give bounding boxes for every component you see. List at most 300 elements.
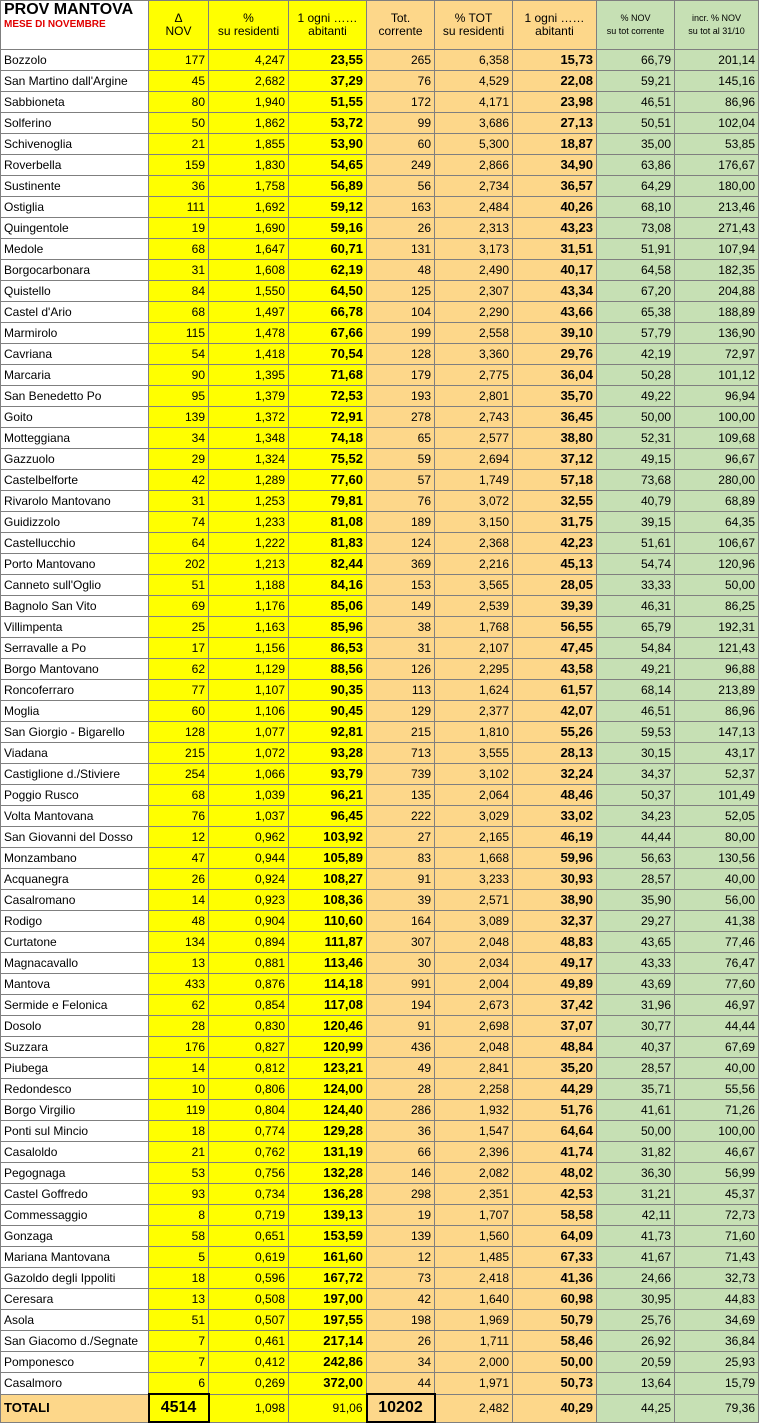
cell-one-every: 108,36: [289, 890, 367, 911]
cell-one-every-tot: 58,58: [513, 1205, 597, 1226]
cell-municipality: Borgo Mantovano: [1, 659, 149, 680]
cell-pct-residents: 1,066: [209, 764, 289, 785]
cell-one-every: 93,28: [289, 743, 367, 764]
cell-one-every-tot: 49,89: [513, 974, 597, 995]
cell-delta-nov: 215: [149, 743, 209, 764]
cell-pct-residents: 0,806: [209, 1079, 289, 1100]
cell-pct-residents: 0,904: [209, 911, 289, 932]
table-row: [1, 1205, 759, 1226]
cell-pct-residents: 1,324: [209, 449, 289, 470]
cell-total-current: 146: [367, 1163, 435, 1184]
cell-total-current: 189: [367, 512, 435, 533]
cell-pct-nov: 13,64: [597, 1373, 675, 1395]
cell-total-current: 126: [367, 659, 435, 680]
totals-pct-nov: 44,25: [597, 1394, 675, 1422]
cell-municipality: Medole: [1, 239, 149, 260]
cell-total-current: 436: [367, 1037, 435, 1058]
cell-total-current: 307: [367, 932, 435, 953]
col-header-delta-nov: Δ NOV: [149, 1, 209, 50]
cell-one-every: 111,87: [289, 932, 367, 953]
cell-total-current: 36: [367, 1121, 435, 1142]
cell-municipality: Rodigo: [1, 911, 149, 932]
cell-one-every-tot: 40,26: [513, 197, 597, 218]
table-title-cell: [1, 1, 149, 50]
cell-pct-nov: 46,51: [597, 92, 675, 113]
cell-total-current: 128: [367, 344, 435, 365]
cell-delta-nov: 31: [149, 491, 209, 512]
cell-pct-tot-residents: 1,969: [435, 1310, 513, 1331]
cell-municipality: San Giorgio - Bigarello: [1, 722, 149, 743]
cell-total-current: 215: [367, 722, 435, 743]
cell-municipality: Bozzolo: [1, 50, 149, 71]
cell-delta-nov: 17: [149, 638, 209, 659]
cell-pct-residents: 1,289: [209, 470, 289, 491]
cell-pct-residents: 1,855: [209, 134, 289, 155]
cell-pct-nov: 34,23: [597, 806, 675, 827]
cell-one-every: 86,53: [289, 638, 367, 659]
cell-pct-nov: 29,27: [597, 911, 675, 932]
cell-total-current: 713: [367, 743, 435, 764]
cell-delta-nov: 54: [149, 344, 209, 365]
cell-municipality: Sustinente: [1, 176, 149, 197]
cell-municipality: Moglia: [1, 701, 149, 722]
cell-pct-tot-residents: 2,107: [435, 638, 513, 659]
cell-delta-nov: 77: [149, 680, 209, 701]
table-row: [1, 1226, 759, 1247]
cell-pct-nov: 43,69: [597, 974, 675, 995]
table-subtitle: MESE DI NOVEMBRE: [4, 19, 106, 30]
cell-one-every-tot: 51,76: [513, 1100, 597, 1121]
cell-total-current: 298: [367, 1184, 435, 1205]
cell-one-every: 120,46: [289, 1016, 367, 1037]
table-row: [1, 491, 759, 512]
totals-row: [1, 1394, 759, 1422]
cell-one-every-tot: 42,23: [513, 533, 597, 554]
cell-incr-pct-nov: 120,96: [675, 554, 759, 575]
col-header-incr-pct-nov: incr. % NOV su tot al 31/10: [675, 1, 759, 50]
cell-incr-pct-nov: 43,17: [675, 743, 759, 764]
cell-total-current: 164: [367, 911, 435, 932]
cell-pct-tot-residents: 4,529: [435, 71, 513, 92]
cell-one-every: 161,60: [289, 1247, 367, 1268]
cell-delta-nov: 254: [149, 764, 209, 785]
header-row: [1, 1, 759, 50]
cell-pct-residents: 1,497: [209, 302, 289, 323]
cell-one-every: 105,89: [289, 848, 367, 869]
cell-one-every-tot: 43,58: [513, 659, 597, 680]
cell-pct-residents: 1,647: [209, 239, 289, 260]
cell-pct-tot-residents: 2,539: [435, 596, 513, 617]
totals-total-current: 10202: [367, 1394, 435, 1422]
cell-one-every-tot: 32,24: [513, 764, 597, 785]
cell-municipality: Acquanegra: [1, 869, 149, 890]
cell-one-every-tot: 48,84: [513, 1037, 597, 1058]
cell-delta-nov: 29: [149, 449, 209, 470]
cell-pct-residents: 1,692: [209, 197, 289, 218]
cell-municipality: Castelbelforte: [1, 470, 149, 491]
cell-pct-nov: 68,14: [597, 680, 675, 701]
cell-pct-tot-residents: 3,089: [435, 911, 513, 932]
cell-delta-nov: 10: [149, 1079, 209, 1100]
cell-total-current: 65: [367, 428, 435, 449]
cell-pct-residents: 0,924: [209, 869, 289, 890]
cell-municipality: Mariana Mantovana: [1, 1247, 149, 1268]
cell-incr-pct-nov: 96,67: [675, 449, 759, 470]
cell-total-current: 91: [367, 869, 435, 890]
cell-pct-nov: 41,67: [597, 1247, 675, 1268]
cell-one-every-tot: 31,75: [513, 512, 597, 533]
cell-delta-nov: 21: [149, 1142, 209, 1163]
cell-incr-pct-nov: 86,96: [675, 92, 759, 113]
cell-pct-tot-residents: 2,048: [435, 1037, 513, 1058]
cell-incr-pct-nov: 72,73: [675, 1205, 759, 1226]
table-row: [1, 575, 759, 596]
cell-total-current: 26: [367, 218, 435, 239]
table-row: [1, 1142, 759, 1163]
table-row: [1, 1121, 759, 1142]
cell-pct-tot-residents: 3,233: [435, 869, 513, 890]
table-row: [1, 281, 759, 302]
cell-incr-pct-nov: 130,56: [675, 848, 759, 869]
cell-one-every-tot: 67,33: [513, 1247, 597, 1268]
cell-pct-tot-residents: 2,258: [435, 1079, 513, 1100]
cell-one-every-tot: 64,09: [513, 1226, 597, 1247]
cell-one-every: 77,60: [289, 470, 367, 491]
table-row: [1, 1247, 759, 1268]
cell-one-every: 90,35: [289, 680, 367, 701]
cell-pct-tot-residents: 2,165: [435, 827, 513, 848]
cell-delta-nov: 68: [149, 239, 209, 260]
cell-pct-residents: 0,804: [209, 1100, 289, 1121]
cell-total-current: 278: [367, 407, 435, 428]
cell-pct-residents: 1,550: [209, 281, 289, 302]
cell-pct-nov: 59,21: [597, 71, 675, 92]
cell-delta-nov: 7: [149, 1331, 209, 1352]
cell-pct-tot-residents: 4,171: [435, 92, 513, 113]
cell-total-current: 42: [367, 1289, 435, 1310]
cell-total-current: 12: [367, 1247, 435, 1268]
cell-pct-nov: 26,92: [597, 1331, 675, 1352]
cell-one-every: 53,90: [289, 134, 367, 155]
cell-municipality: Roncoferraro: [1, 680, 149, 701]
table-row: [1, 344, 759, 365]
cell-delta-nov: 58: [149, 1226, 209, 1247]
cell-total-current: 66: [367, 1142, 435, 1163]
cell-incr-pct-nov: 56,00: [675, 890, 759, 911]
cell-one-every-tot: 18,87: [513, 134, 597, 155]
cell-total-current: 135: [367, 785, 435, 806]
cell-pct-residents: 0,734: [209, 1184, 289, 1205]
cell-pct-tot-residents: 3,173: [435, 239, 513, 260]
cell-pct-nov: 41,73: [597, 1226, 675, 1247]
cell-pct-tot-residents: 1,768: [435, 617, 513, 638]
cell-delta-nov: 42: [149, 470, 209, 491]
cell-pct-tot-residents: 2,307: [435, 281, 513, 302]
cell-one-every: 217,14: [289, 1331, 367, 1352]
cell-pct-residents: 0,944: [209, 848, 289, 869]
cell-pct-tot-residents: 3,565: [435, 575, 513, 596]
cell-one-every-tot: 50,73: [513, 1373, 597, 1395]
cell-one-every: 75,52: [289, 449, 367, 470]
cell-municipality: Gazoldo degli Ippoliti: [1, 1268, 149, 1289]
cell-delta-nov: 19: [149, 218, 209, 239]
cell-pct-nov: 25,76: [597, 1310, 675, 1331]
cell-municipality: Porto Mantovano: [1, 554, 149, 575]
cell-pct-nov: 65,38: [597, 302, 675, 323]
cell-one-every-tot: 43,23: [513, 218, 597, 239]
cell-one-every-tot: 40,17: [513, 260, 597, 281]
cell-incr-pct-nov: 213,89: [675, 680, 759, 701]
cell-delta-nov: 74: [149, 512, 209, 533]
cell-incr-pct-nov: 76,47: [675, 953, 759, 974]
cell-municipality: Casalmoro: [1, 1373, 149, 1395]
cell-pct-tot-residents: 2,048: [435, 932, 513, 953]
cell-pct-residents: 1,072: [209, 743, 289, 764]
cell-incr-pct-nov: 192,31: [675, 617, 759, 638]
cell-incr-pct-nov: 100,00: [675, 1121, 759, 1142]
cell-pct-nov: 50,28: [597, 365, 675, 386]
cell-municipality: Borgo Virgilio: [1, 1100, 149, 1121]
cell-total-current: 131: [367, 239, 435, 260]
cell-pct-residents: 1,758: [209, 176, 289, 197]
cell-incr-pct-nov: 50,00: [675, 575, 759, 596]
cell-one-every-tot: 43,34: [513, 281, 597, 302]
cell-incr-pct-nov: 96,94: [675, 386, 759, 407]
cell-pct-residents: 1,830: [209, 155, 289, 176]
table-row: [1, 617, 759, 638]
cell-pct-nov: 28,57: [597, 869, 675, 890]
cell-incr-pct-nov: 40,00: [675, 869, 759, 890]
cell-one-every-tot: 61,57: [513, 680, 597, 701]
cell-pct-tot-residents: 2,313: [435, 218, 513, 239]
cell-delta-nov: 64: [149, 533, 209, 554]
table-row: [1, 869, 759, 890]
cell-incr-pct-nov: 15,79: [675, 1373, 759, 1395]
cell-pct-nov: 64,29: [597, 176, 675, 197]
table-row: [1, 554, 759, 575]
cell-one-every: 123,21: [289, 1058, 367, 1079]
cell-incr-pct-nov: 34,69: [675, 1310, 759, 1331]
cell-one-every-tot: 45,13: [513, 554, 597, 575]
table-row: [1, 848, 759, 869]
cell-total-current: 222: [367, 806, 435, 827]
cell-one-every: 153,59: [289, 1226, 367, 1247]
cell-pct-residents: 0,762: [209, 1142, 289, 1163]
cell-municipality: Dosolo: [1, 1016, 149, 1037]
cell-delta-nov: 111: [149, 197, 209, 218]
cell-incr-pct-nov: 68,89: [675, 491, 759, 512]
cell-pct-residents: 0,412: [209, 1352, 289, 1373]
cell-one-every-tot: 23,98: [513, 92, 597, 113]
cell-total-current: 83: [367, 848, 435, 869]
cell-incr-pct-nov: 72,97: [675, 344, 759, 365]
cell-pct-tot-residents: 2,484: [435, 197, 513, 218]
cell-delta-nov: 28: [149, 1016, 209, 1037]
cell-one-every-tot: 29,76: [513, 344, 597, 365]
cell-pct-tot-residents: 2,490: [435, 260, 513, 281]
cell-total-current: 31: [367, 638, 435, 659]
cell-one-every-tot: 59,96: [513, 848, 597, 869]
cell-incr-pct-nov: 64,35: [675, 512, 759, 533]
cell-one-every-tot: 22,08: [513, 71, 597, 92]
cell-delta-nov: 21: [149, 134, 209, 155]
cell-pct-nov: 49,22: [597, 386, 675, 407]
cell-pct-tot-residents: 1,711: [435, 1331, 513, 1352]
cell-incr-pct-nov: 188,89: [675, 302, 759, 323]
cell-incr-pct-nov: 106,67: [675, 533, 759, 554]
table-row: [1, 1289, 759, 1310]
cell-incr-pct-nov: 53,85: [675, 134, 759, 155]
cell-one-every: 136,28: [289, 1184, 367, 1205]
cell-one-every: 110,60: [289, 911, 367, 932]
cell-pct-nov: 43,33: [597, 953, 675, 974]
cell-one-every-tot: 28,13: [513, 743, 597, 764]
table-row: [1, 512, 759, 533]
cell-one-every: 103,92: [289, 827, 367, 848]
cell-municipality: Sermide e Felonica: [1, 995, 149, 1016]
cell-incr-pct-nov: 182,35: [675, 260, 759, 281]
cell-one-every-tot: 33,02: [513, 806, 597, 827]
cell-one-every: 70,54: [289, 344, 367, 365]
cell-delta-nov: 5: [149, 1247, 209, 1268]
cell-pct-tot-residents: 3,555: [435, 743, 513, 764]
cell-total-current: 76: [367, 71, 435, 92]
cell-pct-tot-residents: 3,686: [435, 113, 513, 134]
cell-pct-residents: 0,756: [209, 1163, 289, 1184]
cell-one-every: 92,81: [289, 722, 367, 743]
cell-pct-tot-residents: 1,707: [435, 1205, 513, 1226]
cell-total-current: 26: [367, 1331, 435, 1352]
table-row: [1, 659, 759, 680]
cell-delta-nov: 18: [149, 1268, 209, 1289]
cell-total-current: 27: [367, 827, 435, 848]
cell-delta-nov: 93: [149, 1184, 209, 1205]
cell-municipality: Cavriana: [1, 344, 149, 365]
cell-one-every: 59,16: [289, 218, 367, 239]
cell-pct-nov: 24,66: [597, 1268, 675, 1289]
cell-pct-residents: 0,619: [209, 1247, 289, 1268]
cell-pct-nov: 51,91: [597, 239, 675, 260]
cell-one-every: 37,29: [289, 71, 367, 92]
cell-total-current: 125: [367, 281, 435, 302]
cell-delta-nov: 47: [149, 848, 209, 869]
cell-pct-nov: 65,79: [597, 617, 675, 638]
table-row: [1, 302, 759, 323]
cell-municipality: San Giacomo d./Segnate: [1, 1331, 149, 1352]
cell-delta-nov: 80: [149, 92, 209, 113]
cell-pct-tot-residents: 1,560: [435, 1226, 513, 1247]
cell-delta-nov: 13: [149, 953, 209, 974]
cell-municipality: Borgocarbonara: [1, 260, 149, 281]
cell-municipality: Solferino: [1, 113, 149, 134]
cell-incr-pct-nov: 46,97: [675, 995, 759, 1016]
cell-municipality: Redondesco: [1, 1079, 149, 1100]
cell-one-every: 84,16: [289, 575, 367, 596]
cell-pct-nov: 31,21: [597, 1184, 675, 1205]
cell-pct-nov: 51,61: [597, 533, 675, 554]
cell-delta-nov: 177: [149, 50, 209, 71]
cell-municipality: Quistello: [1, 281, 149, 302]
cell-municipality: Castel d'Ario: [1, 302, 149, 323]
cell-pct-nov: 50,51: [597, 113, 675, 134]
col-header-pct-tot-residents: % TOT su residenti: [435, 1, 513, 50]
cell-pct-nov: 42,19: [597, 344, 675, 365]
cell-delta-nov: 62: [149, 995, 209, 1016]
cell-pct-tot-residents: 5,300: [435, 134, 513, 155]
cell-incr-pct-nov: 280,00: [675, 470, 759, 491]
cell-pct-residents: 0,507: [209, 1310, 289, 1331]
cell-pct-nov: 64,58: [597, 260, 675, 281]
cell-one-every-tot: 36,45: [513, 407, 597, 428]
cell-one-every: 64,50: [289, 281, 367, 302]
table-row: [1, 722, 759, 743]
table-row: [1, 596, 759, 617]
totals-delta-nov: 4514: [149, 1394, 209, 1422]
cell-one-every-tot: 35,20: [513, 1058, 597, 1079]
cell-one-every: 59,12: [289, 197, 367, 218]
cell-pct-tot-residents: 3,360: [435, 344, 513, 365]
cell-pct-residents: 0,894: [209, 932, 289, 953]
cell-municipality: Casaloldo: [1, 1142, 149, 1163]
cell-one-every-tot: 37,07: [513, 1016, 597, 1037]
cell-total-current: 149: [367, 596, 435, 617]
cell-delta-nov: 25: [149, 617, 209, 638]
cell-pct-residents: 1,222: [209, 533, 289, 554]
cell-pct-tot-residents: 2,743: [435, 407, 513, 428]
cell-municipality: Ponti sul Mincio: [1, 1121, 149, 1142]
cell-pct-tot-residents: 2,004: [435, 974, 513, 995]
table-row: [1, 71, 759, 92]
cell-delta-nov: 84: [149, 281, 209, 302]
cell-delta-nov: 51: [149, 575, 209, 596]
cell-pct-nov: 33,33: [597, 575, 675, 596]
cell-one-every: 167,72: [289, 1268, 367, 1289]
cell-incr-pct-nov: 77,46: [675, 932, 759, 953]
cell-pct-residents: 1,129: [209, 659, 289, 680]
table-row: [1, 407, 759, 428]
cell-delta-nov: 90: [149, 365, 209, 386]
cell-pct-tot-residents: 2,841: [435, 1058, 513, 1079]
cell-total-current: 99: [367, 113, 435, 134]
cell-total-current: 194: [367, 995, 435, 1016]
cell-one-every: 88,56: [289, 659, 367, 680]
cell-one-every: 96,45: [289, 806, 367, 827]
cell-incr-pct-nov: 44,44: [675, 1016, 759, 1037]
cell-municipality: Piubega: [1, 1058, 149, 1079]
cell-total-current: 39: [367, 890, 435, 911]
table-row: [1, 428, 759, 449]
cell-municipality: Canneto sull'Oglio: [1, 575, 149, 596]
table-title: PROV MANTOVA: [4, 1, 134, 18]
cell-total-current: 124: [367, 533, 435, 554]
table-row: [1, 1373, 759, 1395]
cell-pct-nov: 28,57: [597, 1058, 675, 1079]
cell-one-every-tot: 31,51: [513, 239, 597, 260]
cell-pct-tot-residents: 1,971: [435, 1373, 513, 1395]
cell-pct-nov: 50,37: [597, 785, 675, 806]
cell-incr-pct-nov: 101,12: [675, 365, 759, 386]
cell-total-current: 76: [367, 491, 435, 512]
cell-municipality: San Martino dall'Argine: [1, 71, 149, 92]
cell-pct-nov: 73,08: [597, 218, 675, 239]
cell-pct-tot-residents: 1,749: [435, 470, 513, 491]
cell-pct-tot-residents: 2,034: [435, 953, 513, 974]
table-row: [1, 323, 759, 344]
cell-one-every: 81,83: [289, 533, 367, 554]
table-row: [1, 890, 759, 911]
col-header-one-every: 1 ogni …… abitanti: [289, 1, 367, 50]
table-row: [1, 50, 759, 71]
